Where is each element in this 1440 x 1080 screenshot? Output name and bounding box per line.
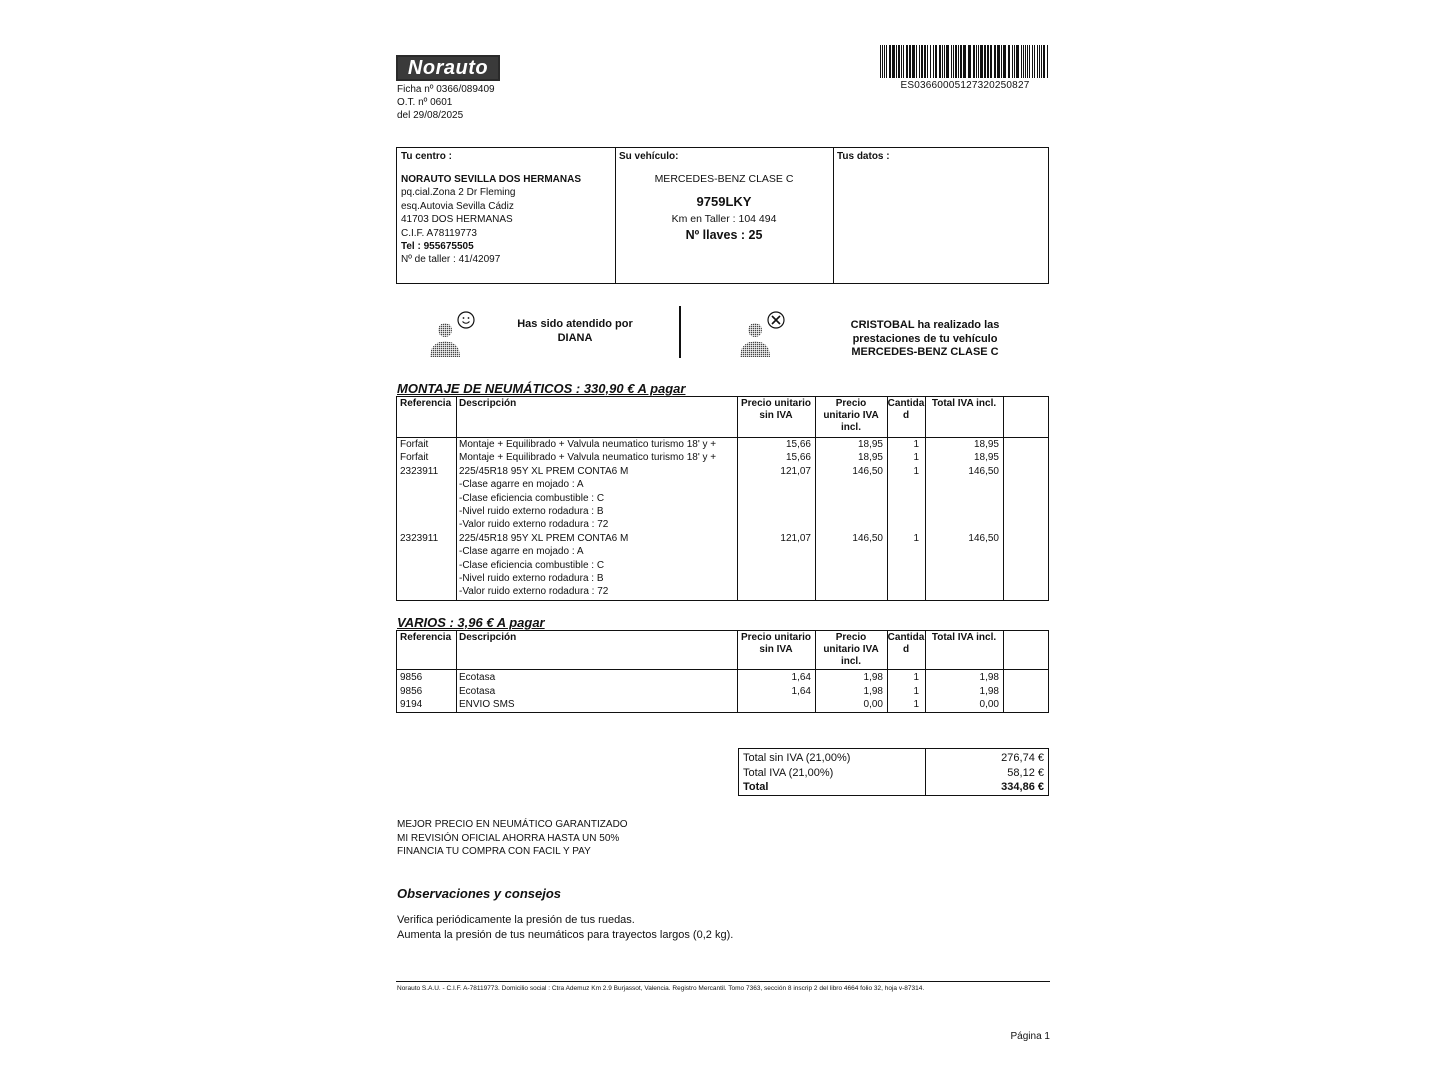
header-cantidad-line: d — [902, 410, 910, 421]
cell-ref: 2323911 — [400, 465, 439, 477]
barcode-bar — [909, 45, 911, 78]
vehiculo-column — [615, 148, 834, 283]
cell-desc: -Clase eficiencia combustible : C — [459, 492, 605, 504]
cell-desc: -Clase agarre en mojado : A — [459, 546, 584, 558]
header-cantidad-line: Cantida — [887, 632, 925, 643]
barcode-bar — [1012, 45, 1013, 78]
footer-legal: Norauto S.A.U. - C.I.F. A-78119773. Domicilio social : Ctra Ademuz Km 2.9 Burjassot, Valencia. Registro Mercantil. Tomo 7363, sección 8 inscrip 2 del libro 4664 folio 32, hoja v-87314. — [397, 985, 925, 992]
cell-pu: 15,66 — [785, 452, 811, 464]
barcode-bar — [1047, 45, 1048, 78]
keys-count: Nº llaves : 25 — [685, 228, 763, 242]
cell-ref: 9856 — [400, 672, 423, 683]
header-total-line: Total IVA incl. — [931, 398, 997, 409]
header-descripcion-line: Descripción — [459, 632, 517, 643]
page-number: Página 1 — [1010, 1031, 1050, 1042]
ficha-number: Ficha nº 0366/089409 — [397, 84, 495, 95]
info-box — [396, 147, 1049, 284]
cell-qty: 1 — [913, 439, 919, 450]
header-referencia-line: Referencia — [400, 632, 452, 643]
cell-qty: 1 — [913, 465, 919, 477]
datos-column — [833, 148, 1048, 283]
barcode-bar — [973, 45, 975, 78]
centro-details — [401, 173, 581, 267]
technician-info — [820, 319, 1030, 360]
header-precio-iva-line: unitario IVA — [823, 644, 879, 655]
varios-title: VARIOS : 3,96 € A pagar — [397, 615, 545, 630]
cell-desc: Montaje + Equilibrado + Valvula neumatico turismo 18' y + — [459, 439, 717, 450]
barcode-bar — [944, 45, 945, 78]
barcode-bar — [886, 45, 887, 78]
barcode-bar — [980, 45, 983, 78]
observaciones-title: Observaciones y consejos — [397, 886, 562, 901]
header-precio-iva — [815, 398, 887, 434]
total-iva-value: 58,12 € — [1007, 766, 1044, 779]
barcode-bar — [896, 45, 897, 78]
person-tools-icon — [739, 310, 785, 360]
header-total — [925, 398, 1003, 410]
column-divider — [925, 397, 926, 600]
cell-pi: 0,00 — [863, 699, 883, 711]
barcode-bar — [1014, 45, 1015, 78]
header-cantidad-line: Cantida — [887, 398, 925, 409]
barcode-bar — [1029, 45, 1030, 78]
header-precio-sin-iva-line: sin IVA — [759, 410, 793, 421]
barcode-bar — [946, 45, 949, 78]
header-precio-iva-line: Precio — [835, 632, 867, 643]
header-precio-sin-iva-line: Precio unitario — [740, 398, 811, 409]
barcode-bar — [994, 45, 996, 78]
cell-desc: -Valor ruido externo rodadura : 72 — [459, 586, 609, 598]
promo-line-3: FINANCIA TU COMPRA CON FACIL Y PAY — [397, 846, 591, 857]
cell-desc: -Clase eficiencia combustible : C — [459, 559, 605, 571]
barcode-bar — [903, 45, 904, 78]
cell-ref: 2323911 — [400, 532, 439, 544]
barcode-bar — [1003, 45, 1006, 78]
cell-desc: -Nivel ruido externo rodadura : B — [459, 573, 604, 584]
barcode-bar — [939, 45, 941, 78]
barcode-bar — [1023, 45, 1024, 78]
column-divider — [887, 397, 888, 600]
cell-pu: 1,64 — [791, 672, 811, 683]
cell-desc: ENVIO SMS — [459, 699, 515, 711]
barcode-bar — [1034, 45, 1035, 78]
cell-qty: 1 — [913, 452, 919, 464]
barcode-bar — [889, 45, 891, 78]
footer-divider — [396, 981, 1050, 982]
attended-by — [490, 318, 660, 345]
tech-line-3: MERCEDES-BENZ CLASE C — [851, 346, 999, 358]
cell-ref: 9194 — [400, 699, 423, 711]
cell-desc: Ecotasa — [459, 685, 496, 697]
cell-qty: 1 — [913, 672, 919, 683]
header-descripcion-line: Descripción — [459, 398, 517, 409]
header-cantidad-line: d — [902, 644, 910, 655]
observacion-line-2: Aumenta la presión de tus neumáticos para trayectos largos (0,2 kg). — [397, 928, 734, 941]
attended-line-1: Has sido atendido por — [517, 318, 633, 330]
column-divider — [456, 631, 457, 712]
person-smile-icon — [429, 310, 475, 360]
barcode-bar — [882, 45, 883, 78]
cell-desc: -Clase agarre en mojado : A — [459, 479, 584, 491]
observaciones-text — [397, 913, 733, 942]
cell-qty: 1 — [913, 685, 919, 697]
promo-line-1: MEJOR PRECIO EN NEUMÁTICO GARANTIZADO — [397, 819, 628, 830]
barcode-bar — [930, 45, 931, 78]
header-precio-sin-iva — [737, 398, 815, 422]
header-precio-iva-line: Precio — [835, 398, 867, 409]
km-reading: Km en Taller : 104 494 — [671, 213, 777, 225]
header-total — [925, 632, 1003, 644]
staff-divider — [679, 306, 681, 358]
cell-desc: 225/45R18 95Y XL PREM CONTA6 M — [459, 532, 629, 544]
cell-ref: Forfait — [400, 452, 429, 464]
barcode-bar — [1037, 45, 1038, 78]
header-referencia — [400, 398, 456, 410]
barcode-bar — [984, 45, 986, 78]
barcode-bar — [1032, 45, 1033, 78]
barcode-bar — [1008, 45, 1010, 78]
tech-line-1: CRISTOBAL ha realizado las — [850, 319, 1000, 331]
varios-table — [396, 630, 1049, 713]
logo-text: Norauto — [407, 56, 489, 79]
ot-number: O.T. nº 0601 — [397, 97, 453, 108]
barcode-bar — [880, 45, 881, 78]
header-referencia-line: Referencia — [400, 398, 452, 409]
barcode-bar — [978, 45, 979, 78]
cell-pu: 15,66 — [785, 439, 811, 450]
barcode-bar — [935, 45, 937, 78]
barcode-bar — [1025, 45, 1026, 78]
cell-total: 1,98 — [979, 672, 999, 683]
barcode-bar — [919, 45, 920, 78]
cell-pi: 146,50 — [852, 465, 883, 477]
cell-desc: Montaje + Equilibrado + Valvula neumatico turismo 18' y + — [459, 452, 717, 464]
cell-total: 18,95 — [973, 452, 999, 464]
totals-box — [738, 748, 1049, 796]
barcode-bar — [1021, 45, 1022, 78]
barcode-bar — [976, 45, 977, 78]
cell-qty: 1 — [913, 532, 919, 544]
barcode-bar — [916, 45, 917, 78]
header-precio-iva-line: unitario IVA — [823, 410, 879, 421]
barcode-bar — [963, 45, 966, 78]
cell-total: 18,95 — [973, 439, 999, 450]
barcode-bar — [955, 45, 957, 78]
cell-ref: 9856 — [400, 685, 423, 697]
barcode-bar — [898, 45, 900, 78]
cell-total: 146,50 — [968, 465, 999, 477]
barcode-bar — [997, 45, 1000, 78]
tech-line-2: prestaciones de tu vehículo — [852, 332, 998, 345]
total-value: 334,86 € — [1001, 781, 1044, 793]
cell-desc: 225/45R18 95Y XL PREM CONTA6 M — [459, 465, 629, 477]
barcode-number: ES0366000512732025082​7 — [900, 80, 1030, 91]
montaje-table — [396, 396, 1049, 601]
header-referencia — [400, 632, 456, 644]
barcode-bar — [1001, 45, 1002, 78]
promo-block — [397, 818, 628, 859]
attended-name: DIANA — [557, 331, 593, 344]
centro-city: 41703 DOS HERMANAS — [401, 214, 513, 226]
cell-total: 1,98 — [979, 685, 999, 697]
total-label: Total — [743, 781, 769, 793]
barcode-bar — [912, 45, 915, 78]
cell-pi: 18,95 — [857, 439, 883, 450]
cell-ref: Forfait — [400, 439, 429, 450]
barcode-bar — [951, 45, 952, 78]
header-total-line: Total IVA incl. — [931, 632, 997, 643]
cell-total: 0,00 — [979, 699, 999, 711]
cell-pu: 1,64 — [791, 685, 811, 697]
cell-desc: Ecotasa — [459, 672, 496, 683]
barcode-bar — [933, 45, 934, 78]
header-descripcion — [459, 398, 737, 410]
header-precio-iva — [815, 632, 887, 668]
cell-pi: 146,50 — [852, 532, 883, 544]
barcode-bar — [1043, 45, 1045, 78]
centro-cif: C.I.F. A78119773 — [401, 227, 477, 239]
barcode-bar — [990, 45, 992, 78]
header-divider — [397, 669, 1048, 670]
montaje-title: MONTAJE DE NEUMÁTICOS : 330,90 € A pagar — [397, 381, 686, 396]
header-descripcion — [459, 632, 737, 644]
column-divider — [1003, 397, 1004, 600]
total-iva-label: Total IVA (21,00%) — [743, 766, 834, 779]
barcode-bar — [901, 45, 902, 78]
barcode-bar — [906, 45, 908, 78]
header-precio-sin-iva-line: Precio unitario — [740, 632, 811, 643]
totals-divider — [925, 749, 926, 795]
barcode-bar — [1039, 45, 1040, 78]
barcode-bar — [927, 45, 928, 78]
cell-desc: -Valor ruido externo rodadura : 72 — [459, 519, 609, 531]
license-plate: 9759LKY — [696, 194, 752, 209]
observacion-line-1: Verifica periódicamente la presión de tus ruedas. — [397, 914, 635, 926]
barcode-bar — [987, 45, 989, 78]
header-precio-sin-iva — [737, 632, 815, 656]
datos-label: Tus datos : — [837, 151, 890, 162]
barcode-bar — [924, 45, 926, 78]
barcode-bar — [884, 45, 885, 78]
header-cantidad — [887, 632, 925, 656]
cell-pu: 121,07 — [780, 532, 811, 544]
centro-address-2: esq.Autovia Sevilla Cádiz — [401, 200, 514, 212]
column-divider — [737, 397, 738, 600]
vehiculo-label: Su vehículo: — [619, 151, 679, 162]
column-divider — [456, 397, 457, 600]
barcode-bar — [1041, 45, 1042, 78]
barcode-bar — [921, 45, 923, 78]
centro-taller: Nº de taller : 41/42097 — [401, 254, 501, 266]
barcode-bar — [958, 45, 959, 78]
header-cantidad — [887, 398, 925, 422]
barcode-bar — [942, 45, 943, 78]
header-precio-sin-iva-line: sin IVA — [759, 644, 793, 655]
barcode-bar — [892, 45, 895, 78]
total-sin-iva-value: 276,74 € — [1001, 752, 1044, 764]
centro-name: NORAUTO SEVILLA DOS HERMANAS — [401, 174, 582, 185]
barcode-bar — [953, 45, 954, 78]
barcode-icon — [880, 45, 1050, 78]
barcode-bar — [1016, 45, 1019, 78]
cell-total: 146,50 — [968, 532, 999, 544]
cell-pu: 121,07 — [780, 465, 811, 477]
cell-pi: 18,95 — [857, 452, 883, 464]
barcode-bar — [960, 45, 962, 78]
centro-column — [397, 148, 616, 283]
header-precio-iva-line: incl. — [840, 656, 861, 667]
cell-pi: 1,98 — [863, 672, 883, 683]
promo-line-2: MI REVISIÓN OFICIAL AHORRA HASTA UN 50% — [397, 832, 620, 844]
centro-address-1: pq.cial.Zona 2 Dr Fleming — [401, 187, 516, 199]
order-date: del 29/08/2025 — [397, 110, 464, 121]
column-divider — [1003, 631, 1004, 712]
centro-phone: Tel : 955675505 — [401, 241, 474, 253]
cell-pi: 1,98 — [863, 685, 883, 697]
total-sin-iva-label: Total sin IVA (21,00%) — [743, 752, 851, 764]
centro-label: Tu centro : — [401, 151, 452, 162]
cell-desc: -Nivel ruido externo rodadura : B — [459, 506, 604, 517]
header-precio-iva-line: incl. — [840, 422, 861, 433]
barcode-bar — [1027, 45, 1028, 78]
barcode-bar — [968, 45, 971, 78]
norauto-logo — [396, 55, 500, 81]
vehiculo-model: MERCEDES-BENZ CLASE C — [654, 173, 794, 185]
cell-qty: 1 — [913, 699, 919, 711]
